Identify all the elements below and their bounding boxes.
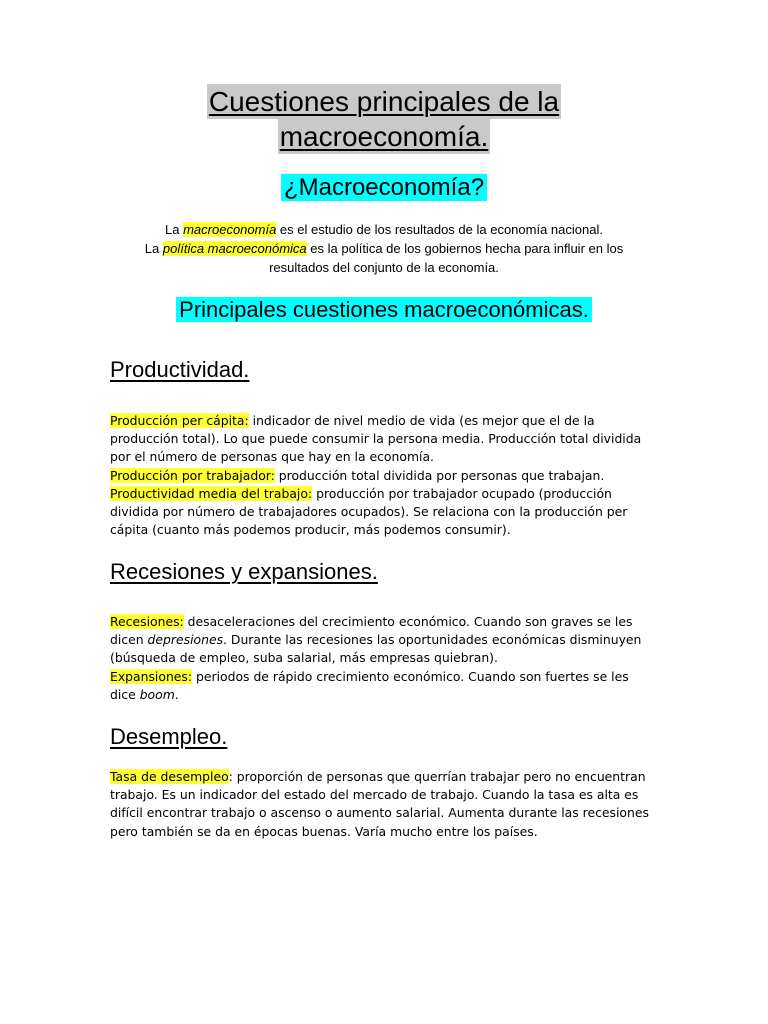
title-line-1: Cuestiones principales de la [208, 86, 560, 117]
term-macroeconomia: macroeconomía [183, 222, 277, 237]
intro-paragraph [100, 220, 668, 277]
text: dice [110, 686, 140, 702]
paragraph-productividad [110, 412, 666, 539]
term-depresiones: depresiones [147, 632, 224, 648]
text-line: dividida por número de trabajadores ocupados). Se relaciona con la producción per [110, 504, 628, 520]
text-line: producción total). Lo que puede consumir la persona media. Producción total dividida [110, 431, 642, 447]
term-productividad-media: Productividad media del trabajo: [110, 485, 313, 501]
intro-text: La [165, 222, 184, 237]
text: producción por trabajador ocupado (producción [312, 485, 612, 501]
text: dicen [110, 632, 148, 648]
term-boom: boom [139, 686, 175, 702]
intro-line [100, 220, 668, 239]
intro-line [100, 239, 668, 258]
text: . Durante las recesiones las oportunidades económicas disminuyen [223, 632, 642, 648]
text-line: pero también se da en épocas buenas. Varía mucho entre los países. [110, 823, 538, 839]
text-line [110, 485, 666, 503]
term-tasa-de-desempleo: Tasa de desempleo [110, 769, 229, 784]
heading-desempleo: Desempleo. [110, 724, 228, 749]
text-line [110, 668, 666, 686]
text-line: trabajo. Es un indicador del estado del mercado de trabajo. Cuando la tasa es alta es [110, 787, 639, 803]
text: indicador de nivel medio de vida (es mejor que el de la [248, 413, 595, 428]
text-line [110, 613, 666, 631]
main-heading-text: Principales cuestiones macroeconómicas. [176, 297, 592, 322]
intro-text: es la política de los gobiernos hecha para influir en los [306, 241, 624, 256]
term-produccion-por-trabajador: Producción por trabajador: [110, 467, 275, 483]
paragraph-recesiones [110, 613, 666, 704]
text: periodos de rápido crecimiento económico. Cuando son fuertes se les [192, 668, 629, 684]
text-line: difícil encontrar trabajo o ascenso o aumento salarial. Aumenta durante las recesiones [110, 805, 649, 821]
text: . [174, 686, 179, 702]
term-produccion-per-capita: Producción per cápita: [110, 413, 249, 428]
heading-productividad: Productividad. [110, 357, 250, 382]
subtitle-text: ¿Macroeconomía? [281, 174, 487, 201]
intro-text: La [144, 241, 163, 256]
paragraph-desempleo [110, 768, 666, 841]
text-line [110, 768, 666, 786]
text: producción total dividida por personas que trabajan. [274, 467, 605, 483]
main-heading [0, 294, 768, 326]
subtitle [0, 172, 768, 204]
term-expansiones: Expansiones: [110, 668, 193, 684]
text-line [110, 686, 666, 704]
text-line: por el número de personas que hay en la economía. [110, 449, 434, 465]
text-line [110, 412, 666, 430]
intro-text: es el estudio de los resultados de la economía nacional. [276, 222, 603, 237]
page-title [0, 84, 768, 154]
text: desaceleraciones del crecimiento económico. Cuando son graves se les [183, 614, 633, 629]
term-recesiones: Recesiones: [110, 614, 184, 629]
title-line-2: macroeconomía. [279, 121, 489, 152]
text-line: cápita (cuanto más podemos producir, más podemos consumir). [110, 522, 511, 538]
text: : proporción de personas que querrían trabajar pero no encuentran [228, 769, 646, 784]
term-politica-macroeconomica: política macroeconómica [162, 241, 307, 256]
intro-line: resultados del conjunto de la economía. [269, 260, 499, 275]
text-line: (búsqueda de empleo, suba salarial, más empresas quiebran). [110, 650, 498, 666]
heading-recesiones: Recesiones y expansiones. [110, 559, 378, 584]
text-line [110, 631, 666, 649]
text-line [110, 467, 666, 485]
